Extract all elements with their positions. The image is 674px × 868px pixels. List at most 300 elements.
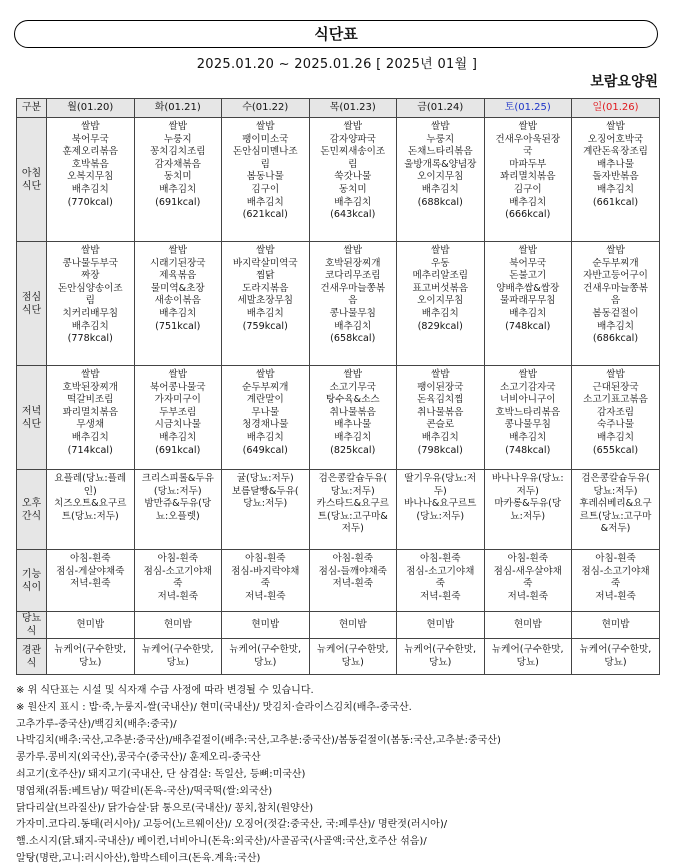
menu-item: 요플레(당뇨:플레 [54, 473, 127, 484]
menu-item: 치즈오트&요구르 [54, 498, 127, 510]
menu-item: 시래기된장국 [149, 257, 206, 269]
corner-header: 구분 [17, 99, 47, 118]
note-line: ※ 위 식단표는 시설 및 식자재 수급 사정에 따라 변경될 수 있습니다. [16, 685, 314, 696]
menu-item: 아침-흰죽 [69, 553, 111, 564]
menu-cell [47, 118, 135, 242]
menu-cell [484, 550, 572, 612]
menu-cell [222, 639, 310, 675]
menu-item: (655kcal) [592, 444, 639, 456]
menu-item: 팽이미소국 [242, 133, 289, 145]
menu-row-functional-diet [17, 550, 660, 612]
menu-item: (649kcal) [242, 444, 288, 456]
menu-item: 동치미 [163, 171, 192, 183]
menu-item: 누룽지 [426, 133, 455, 145]
page-title: 식단표 [14, 20, 658, 48]
menu-item: 검은콩칼슘두유( [318, 473, 388, 484]
menu-cell [572, 242, 660, 366]
menu-item: 쌀밥 [80, 369, 100, 380]
menu-item: 당뇨) [166, 656, 189, 668]
menu-item: 김구이 [513, 183, 542, 195]
menu-item: 쌀밥 [343, 369, 363, 380]
menu-item: 돈불고기 [509, 270, 547, 282]
note-line: 알탕(명란,고니:러시아산),함박스테이크(돈육.계육:국산) [16, 852, 261, 864]
row-label: 오후 간식 [17, 470, 47, 550]
menu-item: 콘슬로 [426, 419, 455, 431]
menu-cell [134, 612, 222, 639]
menu-item: 쑥갓나물 [334, 171, 372, 183]
menu-item: 림 [85, 295, 95, 307]
menu-item: 저녁-흰죽 [69, 578, 111, 590]
menu-item: 뉴케어(구수한맛, [404, 643, 477, 655]
menu-item: 두) [433, 485, 447, 497]
menu-item: 음 [610, 295, 621, 307]
menu-item: 마파두부 [509, 158, 547, 170]
menu-cell [134, 366, 222, 470]
day-header: 목(01.23) [309, 99, 397, 118]
menu-item: 돈민찌새송이조 [320, 146, 386, 158]
menu-item: 봄동겉절이 [592, 307, 639, 319]
menu-item: 당뇨:저두) [593, 485, 638, 497]
menu-cell [397, 470, 485, 550]
menu-item: 점심-들깨야채죽 [318, 565, 387, 577]
menu-item: 배추김치 [509, 196, 547, 208]
menu-item: 새송이볶음 [154, 295, 201, 307]
menu-item: 호박느타리볶음 [495, 406, 561, 418]
menu-item: 카스타드&요구르 [316, 498, 389, 510]
menu-item: 뉴케어(구수한맛, [491, 643, 564, 655]
menu-item: 동치미 [338, 183, 367, 195]
menu-item: 짜장 [80, 270, 100, 282]
menu-item: 배추김치 [334, 431, 372, 443]
menu-cell [222, 242, 310, 366]
menu-item: 트(당뇨:저두) [61, 510, 119, 522]
row-label: 당뇨 식 [17, 612, 47, 639]
menu-item: 표고버섯볶음 [412, 282, 469, 294]
day-header: 토(01.25) [484, 99, 572, 118]
note-line: 가자미.코다리.동태(러시아)/ 고등어(노르웨이산)/ 오징어(젓갈:중국산, 국:페루산)/ 명란젓(러시아)/ [16, 819, 448, 831]
menu-item: 꽁치김치조림 [149, 146, 206, 158]
menu-item: 치커리배무침 [62, 307, 119, 319]
menu-item: 배추김치 [246, 196, 284, 208]
menu-cell [222, 550, 310, 612]
menu-item: (당뇨:저두) [153, 485, 202, 497]
menu-cell [484, 470, 572, 550]
menu-cell [397, 612, 485, 639]
menu-item: 가자미구이 [154, 394, 201, 406]
menu-item: 배추김치 [509, 307, 547, 319]
menu-item: 콩나물두부국 [62, 257, 119, 269]
menu-item: 보름달빵&두유( [231, 485, 299, 497]
date-range: 2025.01.20 ~ 2025.01.26 [ 2025년 01월 ] [196, 57, 478, 72]
menu-cell [47, 550, 135, 612]
menu-item: 뉴케어(구수한맛, [54, 643, 127, 655]
menu-item: 소고기표고볶음 [583, 394, 648, 406]
day-header: 금(01.24) [397, 99, 485, 118]
menu-item: 쌀밥 [606, 245, 625, 256]
menu-item: 음 [348, 295, 358, 307]
menu-item: (798kcal) [417, 444, 463, 456]
note-line: 콩가루.콩비지(외국산),콩국수(중국산)/ 훈제오리-중국산 [16, 752, 261, 764]
menu-item: 도라지볶음 [242, 282, 289, 294]
menu-item: 소고기무국 [329, 381, 376, 393]
menu-item: 소고기감자국 [499, 381, 556, 393]
menu-item: 배추김치 [421, 431, 459, 443]
menu-item: 저녁-흰죽 [419, 590, 461, 602]
menu-cell [134, 470, 222, 550]
menu-item: (759kcal) [242, 320, 288, 332]
menu-item: 당뇨:저두) [330, 485, 375, 497]
menu-table [16, 98, 660, 675]
menu-item: 마카롱&두유(당 [494, 498, 562, 510]
menu-item: 트(당뇨:고구마& [317, 510, 388, 522]
menu-cell [397, 366, 485, 470]
menu-item: 현미밥 [513, 618, 542, 630]
menu-cell [134, 118, 222, 242]
menu-item: 쌀밥 [168, 121, 188, 132]
menu-item: 김구이 [251, 183, 280, 195]
menu-item: 취나물볶음 [329, 406, 376, 418]
menu-cell [484, 242, 572, 366]
menu-item: 두부조림 [159, 406, 197, 418]
menu-item: 바지락살미역국 [232, 257, 298, 269]
menu-item: 배추나물 [596, 158, 635, 170]
menu-item: 점심-소고기야채 [581, 565, 650, 577]
menu-item: 현미밥 [76, 618, 105, 630]
menu-item: 너비아니구이 [499, 394, 556, 406]
menu-item: (691kcal) [155, 196, 201, 208]
menu-item: 점심-소고기야채 [143, 565, 212, 577]
menu-item: 배추김치 [509, 431, 547, 443]
menu-item: (643kcal) [330, 209, 376, 221]
menu-item: 물미역&초장 [150, 282, 205, 294]
menu-item: 호박된장찌개 [62, 381, 119, 393]
menu-item: 쌀밥 [255, 121, 275, 132]
menu-item: 코다리무조림 [324, 270, 381, 282]
menu-item: 아침-흰죽 [595, 553, 636, 564]
menu-item: 쌀밥 [430, 245, 450, 256]
menu-item: 배추김치 [71, 183, 109, 195]
menu-item: 쌀밥 [343, 121, 363, 132]
menu-item: 바나나우유(당뇨: [491, 473, 564, 484]
menu-item: 배추김치 [159, 183, 197, 195]
menu-item: 바나나&요구르트 [404, 498, 477, 510]
menu-item: 배추김치 [596, 431, 635, 443]
menu-item: 콩나물무침 [329, 307, 376, 319]
menu-item: 쌀밥 [168, 245, 188, 256]
menu-item: 무생채 [76, 419, 105, 431]
row-label: 아침 식단 [17, 118, 47, 242]
menu-item: (825kcal) [330, 444, 376, 456]
menu-cell [47, 242, 135, 366]
menu-item: 당뇨) [341, 656, 364, 668]
menu-item: 돌자반볶음 [592, 171, 639, 183]
menu-item: 돈안심양송이조 [57, 282, 123, 294]
menu-body [17, 118, 660, 675]
menu-item: 저두) [341, 523, 364, 535]
menu-cell [134, 550, 222, 612]
menu-item: 쌀밥 [606, 121, 625, 132]
menu-cell [397, 639, 485, 675]
menu-item: 뉴케어(구수한맛, [229, 643, 302, 655]
menu-item: 현미밥 [163, 618, 192, 630]
day-header: 수(01.22) [222, 99, 310, 118]
menu-item: 뇨:오플렛) [155, 510, 200, 522]
menu-cell [572, 118, 660, 242]
menu-item: 탕수육&소스 [325, 394, 380, 406]
menu-item: 울방개록&양념장 [404, 158, 477, 170]
menu-item: 죽 [260, 578, 270, 590]
row-label: 점심 식단 [17, 242, 47, 366]
menu-item: 누룽지 [163, 133, 192, 145]
menu-item: 점심-소고기야채 [406, 565, 475, 577]
row-label: 기능 식이 [17, 550, 47, 612]
menu-item: 순두부찌개 [242, 381, 289, 393]
menu-item: 점심-게살야채죽 [56, 565, 125, 577]
menu-item: (770kcal) [67, 196, 113, 208]
menu-item: 물파래무무침 [499, 295, 556, 307]
menu-item: 배추김치 [334, 196, 372, 208]
menu-item: 북어콩나물국 [149, 381, 206, 393]
menu-item: 쌀밥 [343, 245, 363, 256]
note-line: 명엽채(쥐톰:베트남)/ 떡갈비(돈육-국산)/떡국떡(쌀:외국산) [16, 785, 273, 797]
note-line: 닭다리살(브라질산)/ 닭가슴살·닭 통으로(국내산)/ 꽁치,참치(원양산) [16, 802, 314, 814]
facility-name: 보람요양원 [590, 74, 658, 90]
menu-item: (당뇨:저두) [416, 510, 465, 522]
menu-item: 쌀밥 [518, 245, 538, 256]
menu-item: 북어무국 [71, 133, 109, 145]
menu-item: 점심-새우살야채 [493, 565, 562, 577]
menu-item: 아침-흰죽 [332, 553, 374, 564]
menu-item: 아침-흰죽 [419, 553, 461, 564]
menu-item: 오이지무침 [417, 295, 464, 307]
menu-item: 근대된장국 [592, 381, 639, 393]
menu-item: 당뇨) [79, 656, 102, 668]
day-header: 화(01.21) [134, 99, 222, 118]
menu-item: 꽈리멸치볶음 [62, 406, 119, 418]
menu-cell [134, 639, 222, 675]
menu-cell [309, 639, 397, 675]
menu-cell [397, 242, 485, 366]
menu-item: 검은콩칼슘두유( [581, 473, 650, 484]
note-line: 고추가루-중국산)/백김치(배추:중국)/ [16, 718, 177, 730]
menu-item: 감자조림 [596, 406, 635, 418]
menu-item: 훈제오리볶음 [62, 146, 119, 158]
menu-item: 무나물 [251, 406, 280, 418]
menu-item: 림 [260, 158, 270, 170]
menu-item: (686kcal) [592, 333, 639, 345]
menu-item: 당뇨) [429, 656, 452, 668]
menu-item: 쌀밥 [80, 245, 100, 256]
menu-item: 림 [348, 158, 358, 170]
menu-item: 뉴케어(구수한맛, [579, 643, 652, 655]
menu-row-tube-feeding [17, 639, 660, 675]
menu-item: 쌀밥 [430, 121, 450, 132]
menu-item: 저녁-흰죽 [332, 578, 374, 590]
menu-item: 배추김치 [334, 320, 372, 332]
menu-item: 인) [83, 485, 97, 497]
menu-cell [134, 242, 222, 366]
menu-item: 현미밥 [251, 618, 280, 630]
menu-item: (691kcal) [155, 444, 201, 456]
menu-item: 순두부찌개 [592, 257, 639, 269]
menu-item: 국 [523, 146, 533, 158]
menu-row-snack [17, 470, 660, 550]
menu-cell [397, 550, 485, 612]
menu-cell [309, 242, 397, 366]
menu-item: 숙주나물 [596, 419, 635, 431]
menu-item: 쌀밥 [606, 369, 625, 380]
menu-row-diabetic-diet [17, 612, 660, 639]
menu-item: 저녁-흰죽 [595, 590, 636, 602]
menu-item: 당뇨) [516, 656, 539, 668]
menu-item: 쌀밥 [430, 369, 450, 380]
menu-item: 건새우마늘쫑볶 [320, 282, 386, 294]
menu-item: 아침-흰죽 [507, 553, 549, 564]
menu-item: 저녁-흰죽 [244, 590, 286, 602]
menu-item: 쌀밥 [255, 245, 275, 256]
menu-item: 현미밥 [338, 618, 367, 630]
menu-item: (661kcal) [592, 196, 639, 208]
menu-row-dinner [17, 366, 660, 470]
menu-item: 자반고등어구이 [583, 270, 648, 282]
menu-item: (658kcal) [330, 333, 376, 345]
menu-item: 감자양파국 [329, 133, 376, 145]
menu-item: 감자채볶음 [154, 158, 201, 170]
menu-cell [572, 612, 660, 639]
day-header: 월(01.20) [47, 99, 135, 118]
menu-cell [222, 118, 310, 242]
menu-item: 오징어호박국 [587, 133, 644, 145]
menu-item: 세발초장무침 [237, 295, 294, 307]
menu-cell [222, 366, 310, 470]
menu-item: 당뇨:저두) [243, 498, 288, 510]
menu-item: 배추김치 [71, 431, 109, 443]
menu-cell [484, 118, 572, 242]
menu-item: 돈육김치찜 [417, 394, 464, 406]
menu-item: 오이지무침 [417, 171, 464, 183]
menu-cell [222, 470, 310, 550]
menu-cell [572, 470, 660, 550]
menu-item: 현미밥 [601, 618, 630, 630]
menu-row-lunch [17, 242, 660, 366]
menu-item: 당뇨) [254, 656, 277, 668]
menu-cell [572, 550, 660, 612]
menu-item: 죽 [173, 578, 183, 590]
menu-item: (829kcal) [417, 320, 463, 332]
menu-cell [484, 612, 572, 639]
menu-item: 쌀밥 [168, 369, 188, 380]
menu-item: 저녁-흰죽 [507, 590, 549, 602]
row-label: 저녁 식단 [17, 366, 47, 470]
menu-item: 현미밥 [426, 618, 455, 630]
menu-item: 쌀밥 [518, 121, 538, 132]
menu-item: 배추김치 [246, 431, 284, 443]
note-line: 쇠고기(호주산)/ 돼지고기(국내산, 단 삼겹살: 독일산, 등뼈:미국산) [16, 768, 306, 780]
menu-item: 점심-바지락야채 [231, 565, 300, 577]
menu-item: 찜닭 [255, 270, 275, 282]
menu-item: 저두) [516, 485, 539, 497]
menu-item: 쌀밥 [255, 369, 275, 380]
menu-item: 배추김치 [596, 320, 635, 332]
menu-cell [47, 366, 135, 470]
menu-item: 제육볶음 [159, 270, 197, 282]
notes-section [16, 683, 666, 868]
menu-cell [484, 366, 572, 470]
menu-item: (714kcal) [67, 444, 113, 456]
menu-item: 팽이된장국 [417, 381, 464, 393]
menu-item: 돈채느타리볶음 [407, 146, 473, 158]
menu-item: &저두) [600, 523, 631, 535]
menu-cell [309, 470, 397, 550]
menu-item: 죽 [610, 578, 621, 590]
menu-item: (666kcal) [505, 209, 551, 221]
menu-item: 크리스피롤&두유 [141, 473, 214, 484]
menu-item: 청경채나물 [242, 419, 289, 431]
menu-row-breakfast [17, 118, 660, 242]
menu-cell [572, 366, 660, 470]
menu-cell [47, 639, 135, 675]
menu-item: 건새우마늘쫑볶 [583, 282, 648, 294]
menu-item: 딸기우유(당뇨:저 [404, 473, 477, 484]
menu-item: (688kcal) [417, 196, 463, 208]
menu-item: 계란말이 [246, 394, 284, 406]
menu-item: (748kcal) [505, 444, 551, 456]
menu-item: 뉴케어(구수한맛, [141, 643, 214, 655]
menu-cell [572, 639, 660, 675]
menu-cell [484, 639, 572, 675]
day-header: 일(01.26) [572, 99, 660, 118]
menu-item: 메추리알조림 [412, 270, 469, 282]
menu-item: 건새우아욱된장 [495, 133, 561, 145]
menu-item: 죽 [435, 578, 445, 590]
menu-cell [47, 612, 135, 639]
menu-item: 호박된장찌개 [324, 257, 381, 269]
menu-item: 저녁-흰죽 [157, 590, 199, 602]
menu-item: 꽈리멸치볶음 [499, 171, 556, 183]
menu-item: 양배추쌈&쌈장 [496, 282, 560, 294]
menu-item: 후레쉬베리&요구 [579, 498, 652, 510]
menu-item: 떡갈비조림 [67, 394, 114, 406]
row-label: 경관 식 [17, 639, 47, 675]
menu-item: 밤만쥬&두유(당 [144, 498, 212, 510]
menu-item: 당뇨) [604, 656, 627, 668]
menu-item: 계란돈육장조림 [583, 146, 648, 158]
menu-item: 시금치나물 [154, 419, 201, 431]
menu-item: 취나물볶음 [417, 406, 464, 418]
menu-item: 쌀밥 [80, 121, 100, 132]
menu-item: 배추김치 [421, 307, 459, 319]
menu-cell [222, 612, 310, 639]
menu-item: 콩나물무침 [504, 419, 551, 431]
menu-cell [397, 118, 485, 242]
menu-cell [309, 118, 397, 242]
menu-item: 배추김치 [421, 183, 459, 195]
menu-item: 호박볶음 [71, 158, 109, 170]
menu-item: 배추김치 [159, 431, 197, 443]
menu-item: 배추나물 [334, 419, 372, 431]
menu-item: 우동 [430, 257, 450, 269]
menu-item: 배추김치 [596, 183, 635, 195]
note-line: 나박김치(배추:국산,고추분:중국산)/배추겉절이(배추:국산,고추분:중국산)/봄동겉절이(봄동:국산,고추분:중국산) [16, 735, 501, 747]
menu-cell [309, 612, 397, 639]
menu-item: 죽 [523, 578, 533, 590]
menu-item: 뉴케어(구수한맛, [316, 643, 389, 655]
header-row [17, 99, 660, 118]
menu-item: (778kcal) [67, 333, 113, 345]
menu-item: 돈안심미멘나조 [232, 146, 298, 158]
menu-cell [47, 470, 135, 550]
menu-item: 북어무국 [509, 257, 547, 269]
